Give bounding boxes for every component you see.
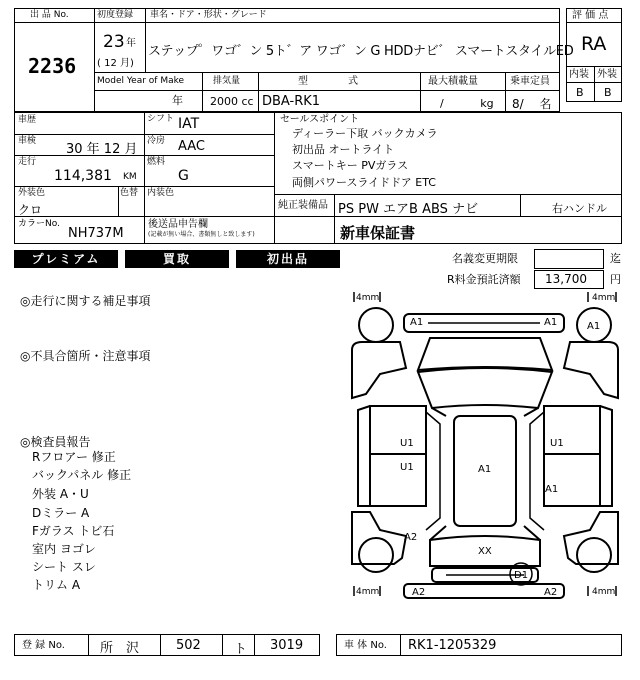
car-damage-diagram [340, 290, 630, 606]
max-load-value: / kg [440, 97, 494, 110]
ac-label: 冷房 [147, 136, 166, 146]
left-front-fender [352, 342, 406, 398]
inspector-note: 外装 A・U [32, 487, 89, 501]
score-label: 評 価 点 [572, 10, 609, 21]
registration-kana: ト [234, 642, 248, 657]
model-type-label: 型 式 [298, 76, 358, 87]
sales-points-title: セールスポイント [280, 114, 360, 125]
mileage-label: 走行 [18, 157, 37, 167]
recycle-fee-label: R料金預託済額 [447, 273, 521, 286]
sales-point-line: 初出品 オートライト [292, 143, 395, 156]
inspection-value: 30 年 12 月 [66, 142, 138, 157]
mark-rear-bumper-center: D1 [514, 570, 529, 581]
overall-score: RA [581, 33, 607, 55]
drive-side: 右ハンドル [552, 202, 607, 215]
equipment-value: PS PW エアB ABS ナビ [338, 202, 479, 217]
sales-point-line: ディーラー下取 バックカメラ [292, 127, 438, 140]
mark-front-right-bumper: A1 [544, 317, 558, 328]
mark-rear-left-bumper: A2 [412, 587, 426, 598]
model-type-value: DBA-RK1 [262, 94, 321, 109]
model-year-unit: 年 [172, 94, 183, 107]
mileage-value: 114,381 [54, 168, 112, 184]
fuel-value: G [178, 168, 189, 184]
chassis-label: 車 体 No. [344, 640, 387, 651]
inspector-note: シート スレ [32, 560, 96, 574]
displacement-value: 2000 cc [210, 95, 254, 108]
rear-bumper [404, 584, 564, 598]
exterior-score: B [604, 86, 612, 99]
mark-front-left-bumper: A1 [410, 317, 424, 328]
tire-label-rear-right: 4mm [592, 587, 616, 597]
interior-color-label: 内装色 [147, 188, 175, 198]
registration-number: 3019 [270, 638, 304, 653]
shift-value: IAT [178, 116, 200, 132]
inspector-note: Rフロアー 修正 [32, 450, 116, 464]
recycle-fee-value: 13,700 [545, 272, 587, 286]
car-name-label: 車名・ドア・形状・グレード [150, 10, 267, 20]
sales-point-line: スマートキー PVガラス [292, 159, 409, 172]
max-load-label: 最大積載量 [428, 76, 478, 87]
history-label: 車歴 [18, 115, 37, 125]
shift-label: シフト [147, 114, 175, 124]
mark-right-rear-door: A1 [545, 484, 559, 495]
windshield [418, 368, 552, 408]
inspector-report-title: ◎検査員報告 [20, 435, 91, 449]
post-docs-label: 後送品申告欄 [148, 219, 208, 230]
lot-number-label: 出 品 No. [30, 10, 69, 20]
deadline-suffix: 迄 [610, 252, 621, 265]
lot-number: 2236 [28, 54, 77, 78]
first-registration-label: 初度登録 [97, 10, 134, 20]
model-year-label: Model Year of Make [97, 76, 185, 86]
inspector-note: Fガラス トビ石 [32, 524, 115, 538]
tire-rear-right-icon [577, 538, 611, 572]
premium-badge: プレミアム [14, 250, 118, 268]
first-registration-month: ( 12 月) [97, 58, 134, 69]
mark-rear-right-bumper: A2 [544, 587, 558, 598]
mark-rear-left-fender: A2 [404, 532, 418, 543]
capacity-value: 8/ 名 [512, 97, 552, 111]
color-no-value: NH737M [68, 226, 124, 241]
inspector-note: 室内 ヨゴレ [32, 542, 96, 556]
registration-class: 502 [176, 638, 201, 653]
right-front-fender [564, 342, 618, 398]
recycle-fee-unit: 円 [610, 273, 621, 286]
chassis-number: RK1-1205329 [408, 638, 497, 653]
exterior-color-label: 外装色 [18, 188, 46, 198]
mark-left-rear-door: U1 [400, 462, 414, 473]
post-docs-note: (記載が無い場合、書類無しと致します) [148, 231, 255, 238]
mileage-unit: KM [123, 172, 137, 182]
color-no-label: カラーNo. [18, 219, 60, 229]
buyout-badge: 買取 [125, 250, 229, 268]
registration-area: 所 沢 [100, 641, 140, 656]
first-registration-year: 23 [103, 32, 125, 52]
ac-value: AAC [178, 139, 205, 154]
left-rear-door [370, 454, 426, 506]
first-listing-badge: 初出品 [236, 250, 340, 268]
name-change-deadline-box [534, 249, 604, 269]
inspector-note: Dミラー A [32, 506, 90, 520]
inspector-note: バックパネル 修正 [32, 468, 132, 482]
color-change-label: 色替 [120, 188, 139, 198]
exterior-score-label: 外装 [597, 69, 617, 80]
year-unit: 年 [126, 38, 136, 49]
inspector-note: トリム A [32, 578, 81, 592]
mark-front-right-tire: A1 [587, 321, 601, 332]
hood [418, 338, 552, 370]
registration-label: 登 録 No. [22, 640, 65, 651]
exterior-color-value: クロ [18, 203, 43, 217]
mark-right-front-door: U1 [550, 438, 564, 449]
tire-label-front-left: 4mm [356, 293, 380, 303]
name-change-deadline-label: 名義変更期限 [452, 252, 518, 265]
mark-left-front-door: U1 [400, 438, 414, 449]
fuel-label: 燃料 [147, 157, 166, 167]
right-rear-door [544, 454, 600, 506]
displacement-label: 排気量 [213, 76, 241, 86]
tire-label-rear-left: 4mm [356, 587, 380, 597]
sales-point-line: 両側パワースライドドア ETC [292, 176, 436, 189]
driving-notes-title: ◎走行に関する補足事項 [20, 294, 151, 308]
capacity-label: 乗車定員 [510, 76, 550, 87]
tire-front-left-icon [359, 308, 393, 342]
post-docs-value: 新車保証書 [340, 224, 416, 242]
interior-score: B [576, 86, 584, 99]
mark-rear-floor: XX [478, 546, 492, 557]
inspection-label: 車検 [18, 136, 37, 146]
car-name: ステップ゜ワゴ゛ン 5ト゛ア ワゴ゛ン G HDDナビ゛ スマートスタイルED [148, 44, 574, 59]
tire-rear-left-icon [359, 538, 393, 572]
interior-score-label: 内装 [569, 69, 589, 80]
equipment-label: 純正装備品 [278, 200, 328, 211]
left-front-door [370, 406, 426, 454]
tire-label-front-right: 4mm [592, 293, 616, 303]
defects-title: ◎不具合箇所・注意事項 [20, 349, 151, 363]
mark-roof: A1 [478, 464, 492, 475]
